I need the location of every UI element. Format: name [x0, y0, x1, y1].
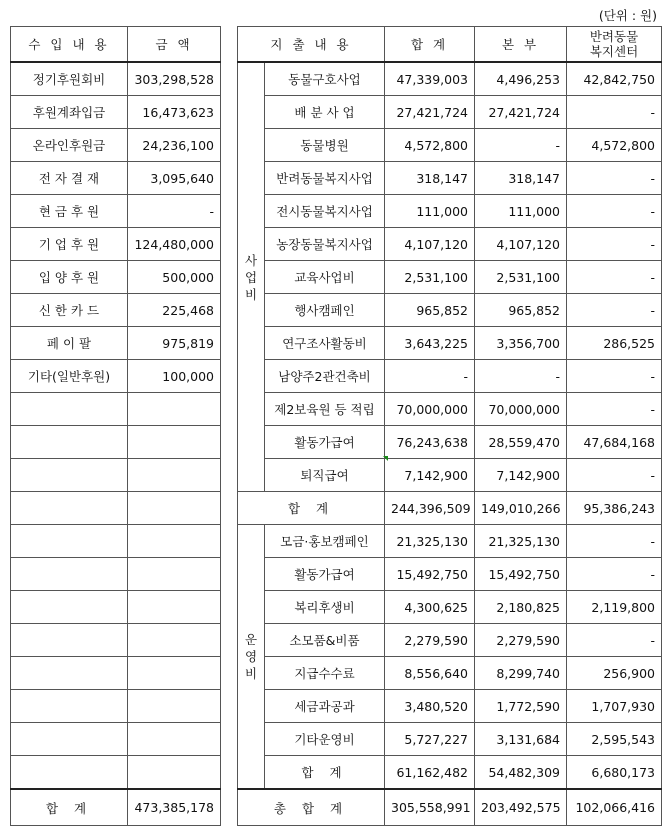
expense-row: [238, 195, 662, 228]
income-row: [11, 525, 221, 558]
expense-hq: 28,559,470: [475, 426, 567, 459]
expense-hq: 54,482,309: [475, 756, 567, 790]
income-item: 기 업 후 원: [11, 228, 128, 261]
income-row: [11, 327, 221, 360]
expense-row: [238, 62, 662, 96]
expense-center: -: [567, 558, 662, 591]
expense-total: 965,852: [385, 294, 475, 327]
income-amount: [128, 426, 221, 459]
expense-total: 3,643,225: [385, 327, 475, 360]
expense-header-row: [238, 27, 662, 63]
income-row: [11, 360, 221, 393]
expense-row: [238, 228, 662, 261]
expense-hq: 15,492,750: [475, 558, 567, 591]
expense-row: [238, 492, 662, 525]
income-row: [11, 426, 221, 459]
income-row: [11, 294, 221, 327]
income-total-amount: 473,385,178: [128, 789, 221, 826]
expense-center: -: [567, 360, 662, 393]
expense-center: -: [567, 96, 662, 129]
expense-center: -: [567, 261, 662, 294]
expense-total: 70,000,000: [385, 393, 475, 426]
expense-item: 동물병원: [265, 129, 385, 162]
income-row: [11, 591, 221, 624]
expense-center: -: [567, 459, 662, 492]
expense-item: 지급수수료: [265, 657, 385, 690]
income-header-row: [11, 27, 221, 63]
expense-center: 286,525: [567, 327, 662, 360]
expense-hq: 4,496,253: [475, 62, 567, 96]
income-amount: -: [128, 195, 221, 228]
expense-item: 합 계: [265, 756, 385, 790]
expense-total: 47,339,003: [385, 62, 475, 96]
income-amount: [128, 459, 221, 492]
expense-row: [238, 327, 662, 360]
expense-item: 행사캠페인: [265, 294, 385, 327]
expense-hq: 2,531,100: [475, 261, 567, 294]
expense-row: [238, 426, 662, 459]
income-item: [11, 723, 128, 756]
income-row: [11, 756, 221, 790]
expense-hq: 2,279,590: [475, 624, 567, 657]
expense-item: 반려동물복지사업: [265, 162, 385, 195]
expense-item: 연구조사활동비: [265, 327, 385, 360]
expense-item: 농장동물복지사업: [265, 228, 385, 261]
expense-hq: -: [475, 129, 567, 162]
income-item: 입 양 후 원: [11, 261, 128, 294]
expense-hq: 2,180,825: [475, 591, 567, 624]
expense-item: 복리후생비: [265, 591, 385, 624]
income-item: [11, 426, 128, 459]
grand-total-hq: 203,492,575: [475, 789, 567, 826]
income-amount: 16,473,623: [128, 96, 221, 129]
income-amount: [128, 393, 221, 426]
income-amount: [128, 690, 221, 723]
expense-row: [238, 294, 662, 327]
expense-hq: 149,010,266: [475, 492, 567, 525]
expense-row: [238, 525, 662, 558]
income-row: [11, 96, 221, 129]
expense-header-center: [567, 27, 662, 63]
income-amount: [128, 591, 221, 624]
income-amount: 24,236,100: [128, 129, 221, 162]
expense-row: [238, 459, 662, 492]
expense-row: [238, 393, 662, 426]
expense-hq: 7,142,900: [475, 459, 567, 492]
expense-hq: 70,000,000: [475, 393, 567, 426]
expense-center: -: [567, 294, 662, 327]
expense-row: [238, 162, 662, 195]
income-item: [11, 459, 128, 492]
expense-total: 2,531,100: [385, 261, 475, 294]
expense-total: 15,492,750: [385, 558, 475, 591]
expense-item: 소모품&비품: [265, 624, 385, 657]
expense-total: 5,727,227: [385, 723, 475, 756]
income-amount: 225,468: [128, 294, 221, 327]
income-item: [11, 657, 128, 690]
expense-total: 3,480,520: [385, 690, 475, 723]
income-row: [11, 162, 221, 195]
income-amount: [128, 723, 221, 756]
income-item: [11, 393, 128, 426]
expense-hq: 965,852: [475, 294, 567, 327]
income-amount: 124,480,000: [128, 228, 221, 261]
income-amount: [128, 558, 221, 591]
expense-item: 세금과공과: [265, 690, 385, 723]
expense-center: 95,386,243: [567, 492, 662, 525]
expense-hq: 3,356,700: [475, 327, 567, 360]
income-table: [10, 26, 221, 826]
expense-center: 42,842,750: [567, 62, 662, 96]
income-item: 전 자 결 재: [11, 162, 128, 195]
income-item: [11, 690, 128, 723]
grand-total-center: 102,066,416: [567, 789, 662, 826]
income-row: [11, 558, 221, 591]
income-item: 페 이 팔: [11, 327, 128, 360]
income-amount: 100,000: [128, 360, 221, 393]
group-label-char: 운: [244, 632, 258, 647]
expense-header-total: 합 계: [385, 27, 475, 63]
expense-hq: 111,000: [475, 195, 567, 228]
expense-group-label: [238, 62, 265, 492]
income-amount: [128, 624, 221, 657]
income-header-amount: 금 액: [128, 27, 221, 63]
expense-header-hq: 본 부: [475, 27, 567, 63]
expense-center: 4,572,800: [567, 129, 662, 162]
expense-total: 7,142,900: [385, 459, 475, 492]
income-row: [11, 62, 221, 96]
income-item: 현 금 후 원: [11, 195, 128, 228]
expense-total: 244,396,509: [385, 492, 475, 525]
expense-row: [238, 96, 662, 129]
expense-item: 합 계: [238, 492, 385, 525]
expense-total: 4,107,120: [385, 228, 475, 261]
income-row: [11, 624, 221, 657]
income-row: [11, 228, 221, 261]
cell-comment-marker: [383, 456, 388, 461]
income-amount: 975,819: [128, 327, 221, 360]
header-center-line2: 복지센터: [589, 44, 639, 59]
income-amount: [128, 756, 221, 790]
income-item: 온라인후원금: [11, 129, 128, 162]
expense-center: -: [567, 228, 662, 261]
expense-item: 제2보육원 등 적립: [265, 393, 385, 426]
expense-total: 4,300,625: [385, 591, 475, 624]
expense-center: 1,707,930: [567, 690, 662, 723]
expense-center: 2,119,800: [567, 591, 662, 624]
expense-grand-total-row: [238, 789, 662, 826]
income-amount: 500,000: [128, 261, 221, 294]
income-item: [11, 525, 128, 558]
expense-total: 76,243,638: [385, 426, 475, 459]
expense-hq: 3,131,684: [475, 723, 567, 756]
expense-item: 배 분 사 업: [265, 96, 385, 129]
expense-item: 남양주2관건축비: [265, 360, 385, 393]
expense-center: -: [567, 162, 662, 195]
expense-hq: 27,421,724: [475, 96, 567, 129]
expense-total: -: [385, 360, 475, 393]
group-label-char: 영: [244, 649, 258, 664]
expense-center: -: [567, 393, 662, 426]
expense-item: 교육사업비: [265, 261, 385, 294]
expense-item: 동물구호사업: [265, 62, 385, 96]
expense-center: -: [567, 195, 662, 228]
header-center-line1: 반려동물: [589, 29, 639, 44]
expense-center: -: [567, 624, 662, 657]
expense-row: [238, 657, 662, 690]
income-item: [11, 492, 128, 525]
expense-row: [238, 360, 662, 393]
expense-item: 모금·홍보캠페인: [265, 525, 385, 558]
expense-center: 2,595,543: [567, 723, 662, 756]
unit-label: (단위 : 원): [598, 8, 657, 23]
income-row: [11, 492, 221, 525]
income-row: [11, 195, 221, 228]
expense-center: 47,684,168: [567, 426, 662, 459]
income-amount: [128, 525, 221, 558]
expense-hq: 4,107,120: [475, 228, 567, 261]
income-item: [11, 756, 128, 790]
income-amount: [128, 492, 221, 525]
expense-header-item: 지 출 내 용: [238, 27, 385, 63]
expense-total: 4,572,800: [385, 129, 475, 162]
income-row: [11, 657, 221, 690]
expense-row: [238, 723, 662, 756]
income-item: 신 한 카 드: [11, 294, 128, 327]
income-row: [11, 459, 221, 492]
expense-hq: 318,147: [475, 162, 567, 195]
expense-item: 기타운영비: [265, 723, 385, 756]
expense-row: [238, 624, 662, 657]
income-item: [11, 558, 128, 591]
expense-hq: -: [475, 360, 567, 393]
grand-total-sum: 305,558,991: [385, 789, 475, 826]
expense-hq: 1,772,590: [475, 690, 567, 723]
income-item: 정기후원회비: [11, 62, 128, 96]
group-label-char: 사: [244, 252, 258, 268]
group-label-char: 비: [244, 666, 258, 681]
group-label-char: 비: [244, 286, 258, 302]
expense-row: [238, 591, 662, 624]
expense-group-label: [238, 525, 265, 790]
income-amount: 303,298,528: [128, 62, 221, 96]
income-item: [11, 624, 128, 657]
income-item: [11, 591, 128, 624]
expense-total: 27,421,724: [385, 96, 475, 129]
income-row: [11, 723, 221, 756]
expense-row: [238, 756, 662, 790]
income-total-label: 합 계: [11, 789, 128, 826]
income-amount: 3,095,640: [128, 162, 221, 195]
income-row: [11, 690, 221, 723]
expense-item: 활동가급여: [265, 558, 385, 591]
income-item: 기타(일반후원): [11, 360, 128, 393]
expense-total: 318,147: [385, 162, 475, 195]
expense-row: [238, 690, 662, 723]
expense-total: 2,279,590: [385, 624, 475, 657]
expense-table: [237, 26, 662, 826]
income-total-row: [11, 789, 221, 826]
expense-total: 61,162,482: [385, 756, 475, 790]
expense-total: 111,000: [385, 195, 475, 228]
income-row: [11, 261, 221, 294]
grand-total-label: 총 합 계: [238, 789, 385, 826]
group-label-char: 업: [244, 269, 258, 285]
expense-item: 활동가급여: [265, 426, 385, 459]
expense-total: 8,556,640: [385, 657, 475, 690]
expense-total: 21,325,130: [385, 525, 475, 558]
expense-center: 6,680,173: [567, 756, 662, 790]
expense-center: 256,900: [567, 657, 662, 690]
expense-center: -: [567, 525, 662, 558]
expense-item: 퇴직급여: [265, 459, 385, 492]
expense-row: [238, 129, 662, 162]
income-header-item: 수 입 내 용: [11, 27, 128, 63]
expense-hq: 8,299,740: [475, 657, 567, 690]
income-row: [11, 129, 221, 162]
expense-item: 전시동물복지사업: [265, 195, 385, 228]
expense-hq: 21,325,130: [475, 525, 567, 558]
expense-row: [238, 261, 662, 294]
income-amount: [128, 657, 221, 690]
expense-row: [238, 558, 662, 591]
income-row: [11, 393, 221, 426]
income-item: 후원계좌입금: [11, 96, 128, 129]
